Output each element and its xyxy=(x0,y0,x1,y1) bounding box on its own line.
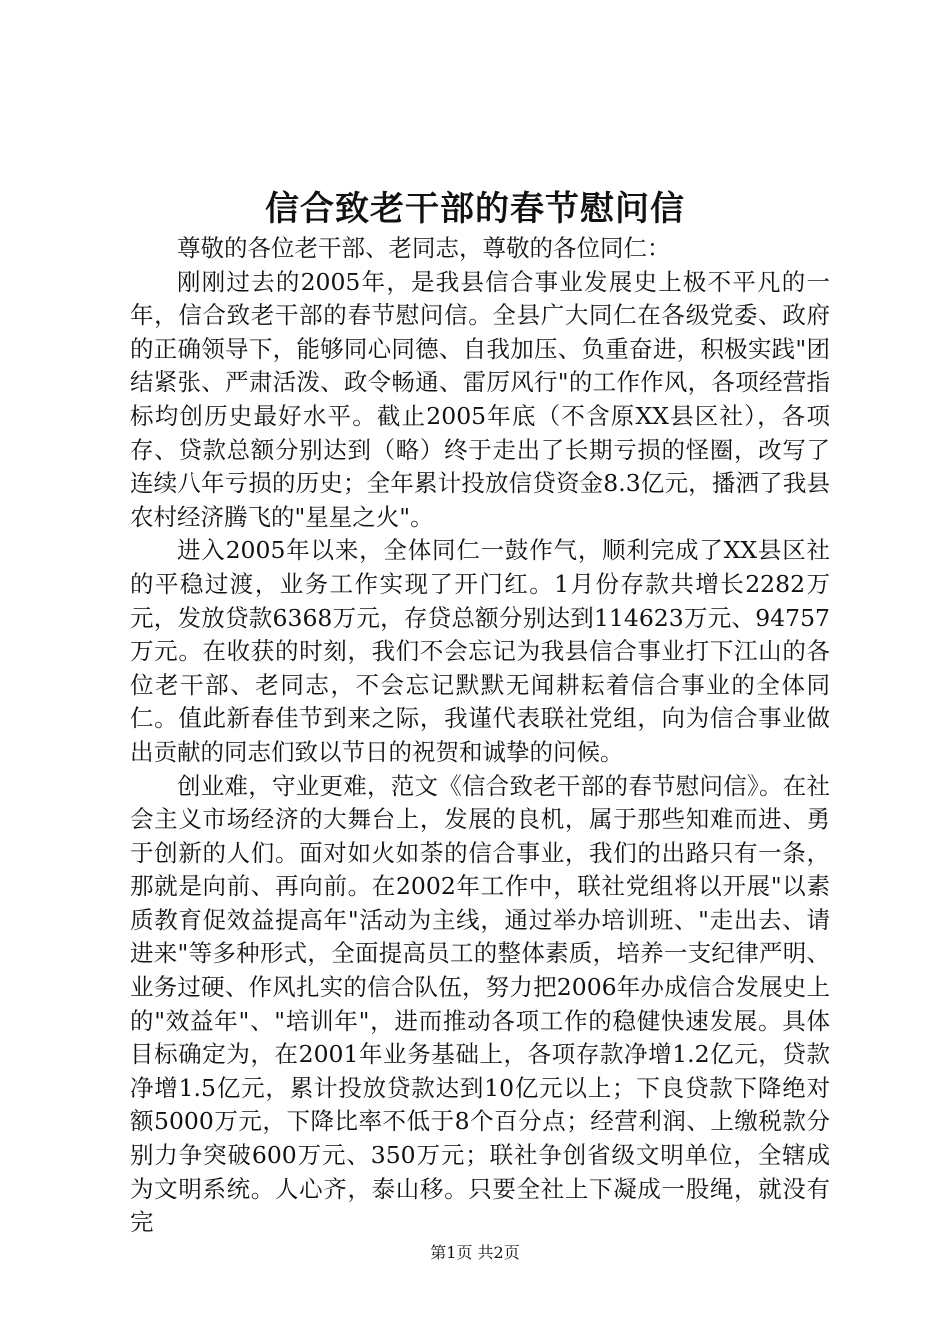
document-title: 信合致老干部的春节慰问信 xyxy=(265,189,685,229)
salutation-paragraph: 尊敬的各位老干部、老同志，尊敬的各位同仁： xyxy=(177,234,671,262)
body-paragraph: 进入2005年以来，全体同仁一鼓作气，顺利完成了XX县区社的平稳过渡，业务工作实现了开门红。1月份存款共增长2282万元，发放贷款6368万元，存贷总额分别达到114623万元、94757万元。在收获的时刻，我们不会忘记为我县信合事业打下江山的各位老干部、老同志，不会忘记默默无闻耕耘着信合事业的全体同仁。值此新春佳节到来之际，我谨代表联社党组，向为信合事业做出贡献的同志们致以节日的祝贺和诚挚的问候。 xyxy=(130,536,830,766)
body-paragraph: 刚刚过去的2005年，是我县信合事业发展史上极不平凡的一年，信合致老干部的春节慰问信。全县广大同仁在各级党委、政府的正确领导下，能够同心同德、自我加压、负重奋进，积极实践"团结紧张、严肃活泼、政令畅通、雷厉风行"的工作作风，各项经营指标均创历史最好水平。截止2005年底（不含原XX县区社），各项存、贷款总额分别达到（略）终于走出了长期亏损的怪圈，改写了连续八年亏损的历史；全年累计投放信贷资金8.3亿元，播洒了我县农村经济腾飞的"星星之火"。 xyxy=(130,267,830,531)
page-number-footer: 第1页 共2页 xyxy=(430,1243,520,1262)
document-body xyxy=(130,232,830,1240)
body-paragraph: 创业难，守业更难，范文《信合致老干部的春节慰问信》。在社会主义市场经济的大舞台上，发展的良机，属于那些知难而进、勇于创新的人们。面对如火如荼的信合事业，我们的出路只有一条，那就是向前、再向前。在2002年工作中，联社党组将以开展"以素质教育促效益提高年"活动为主线，通过举办培训班、"走出去、请进来"等多种形式，全面提高员工的整体素质，培养一支纪律严明、业务过硬、作风扎实的信合队伍，努力把2006年办成信合发展史上的"效益年"、"培训年"，进而推动各项工作的稳健快速发展。具体目标确定为，在2001年业务基础上，各项存款净增1.2亿元，贷款净增1.5亿元，累计投放贷款达到10亿元以上；下良贷款下降绝对额5000万元，下降比率不低于8个百分点；经营利润、上缴税款分别力争突破600万元、350万元；联社争创省级文明单位，全辖成为文明系统。人心齐，泰山移。只要全社上下凝成一股绳，就没有完 xyxy=(130,771,830,1237)
